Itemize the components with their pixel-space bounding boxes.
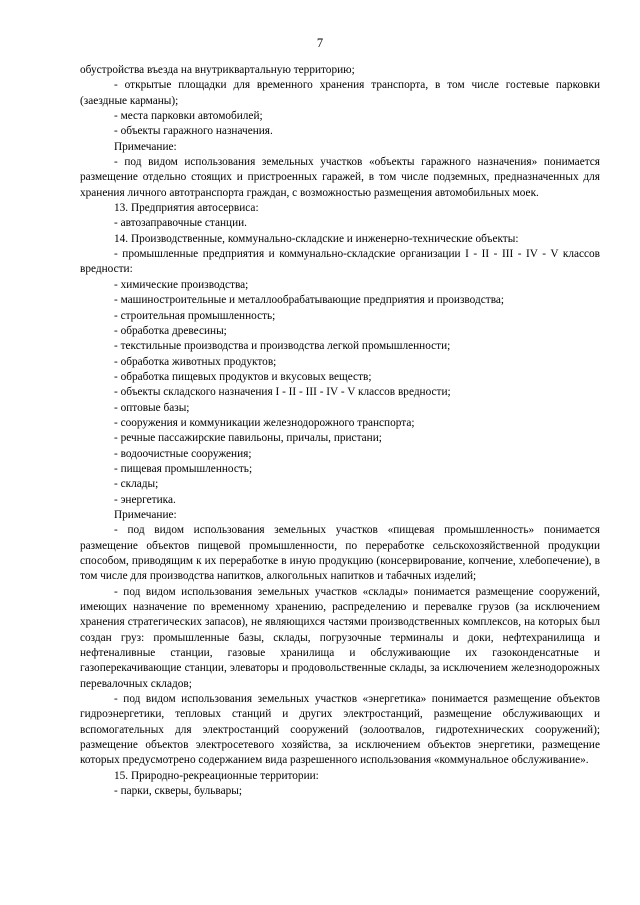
paragraph: - водоочистные сооружения; <box>114 447 252 460</box>
paragraph: - парки, скверы, бульвары; <box>114 785 242 798</box>
paragraph: 15. Природно-рекреационные территории: <box>114 769 319 782</box>
paragraph: - строительная промышленность; <box>114 309 276 322</box>
paragraph: - обработка животных продуктов; <box>114 355 277 368</box>
paragraph: - под видом использования земельных участков «склады» понимается размещение сооружений, имеющих назначение по временному хранению, распределению и перевалке грузов (за исключением хранения стратегических запасов), не являющихся частями производственных комплексов, на которых был создан груз: промышленные базы, склады, погрузочные терминалы и доки, нефтехранилища и нефтеналивные станции, газовые хранилища и обслуживающие их газоконденсатные и газоперекачивающие станции, элеваторы и продовольственные склады, за исключением железнодорожных перевалочных складов; <box>80 585 600 690</box>
paragraph: - энергетика. <box>114 493 176 506</box>
paragraph: - промышленные предприятия и коммунально-складские организации I - II - III - IV - V классов вредности: <box>80 248 600 276</box>
paragraph: - открытые площадки для временного хранения транспорта, в том числе гостевые парковки (заездные карманы); <box>80 79 600 107</box>
document-body <box>80 63 600 800</box>
paragraph: - обработка древесины; <box>114 324 227 337</box>
paragraph: - машиностроительные и металлообрабатывающие предприятия и производства; <box>114 294 505 307</box>
paragraph: - обработка пищевых продуктов и вкусовых веществ; <box>114 370 372 383</box>
paragraph: - автозаправочные станции. <box>114 217 248 230</box>
page-number: 7 <box>316 36 324 50</box>
paragraph: - речные пассажирские павильоны, причалы, пристани; <box>114 432 382 445</box>
paragraph: - текстильные производства и производства легкой промышленности; <box>114 340 451 353</box>
paragraph: Примечание: <box>114 140 177 153</box>
paragraph: - пищевая промышленность; <box>114 462 253 475</box>
paragraph: 13. Предприятия автосервиса: <box>114 202 259 215</box>
paragraph: - оптовые базы; <box>114 401 190 414</box>
paragraph: Примечание: <box>114 508 177 521</box>
paragraph: - под видом использования земельных участков «энергетика» понимается размещение объектов гидроэнергетики, тепловых станций и других электростанций, размещение обслуживающих и вспомогательных для электростанций сооружений (золоотвалов, гидротехнических сооружений); размещение объектов электросетевого хозяйства, за исключением объектов энергетики, размещение которых предусмотрено содержанием вида разрешенного использования «коммунальное обслуживание». <box>80 693 600 767</box>
paragraph: - сооружения и коммуникации железнодорожного транспорта; <box>114 416 415 429</box>
paragraph: - места парковки автомобилей; <box>114 110 263 123</box>
paragraph: - объекты гаражного назначения. <box>114 125 273 138</box>
paragraph: - химические производства; <box>114 278 249 291</box>
paragraph: 14. Производственные, коммунально-складские и инженерно-технические объекты: <box>114 232 519 245</box>
paragraph: обустройства въезда на внутриквартальную территорию; <box>80 64 355 76</box>
paragraph: - под видом использования земельных участков «пищевая промышленность» понимается размещение объектов пищевой промышленности, по переработке сельскохозяйственной продукции способом, приводящим к их переработке в иную продукцию (консервирование, копчение, хлебопечение), в том числе для производства напитков, алкогольных напитков и табачных изделий; <box>80 524 600 583</box>
paragraph: - склады; <box>114 478 159 491</box>
paragraph: - под видом использования земельных участков «объекты гаражного назначения» понимается размещение отдельно стоящих и пристроенных гаражей, в том числе подземных, предназначенных для хранения личного автотранспорта граждан, с возможностью размещения автомобильных моек. <box>80 156 600 199</box>
paragraph: - объекты складского назначения I - II - III - IV - V классов вредности; <box>114 386 451 399</box>
